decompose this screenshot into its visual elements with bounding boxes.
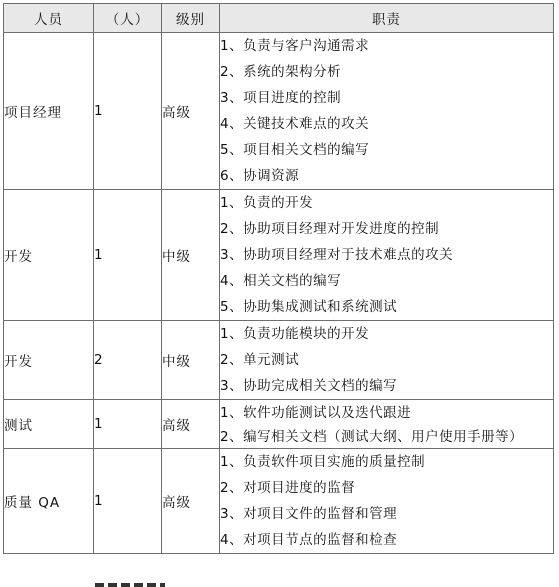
duties-cell — [220, 33, 554, 190]
count-cell: 1 — [94, 190, 162, 321]
table-row — [4, 33, 554, 190]
duty-item: 6、协调资源 — [220, 168, 300, 184]
duties-cell — [220, 321, 554, 400]
duty-item: 3、协助完成相关文档的编写 — [220, 378, 398, 394]
table-row — [4, 321, 554, 400]
duties-cell — [220, 190, 554, 321]
duty-item: 2、系统的架构分析 — [220, 64, 342, 80]
level-cell: 高级 — [162, 449, 220, 554]
duty-item: 4、对项目节点的监督和检查 — [220, 532, 398, 548]
roles-table — [3, 3, 554, 554]
person-cell: 项目经理 — [4, 33, 94, 190]
duty-item: 1、负责与客户沟通需求 — [220, 38, 370, 54]
header-count: （人） — [94, 4, 162, 33]
duty-item: 1、软件功能测试以及迭代跟进 — [220, 405, 412, 421]
duty-item: 4、相关文档的编写 — [220, 273, 342, 289]
header-duties: 职责 — [220, 4, 554, 33]
level-cell: 中级 — [162, 190, 220, 321]
header-level: 级别 — [162, 4, 220, 33]
duty-item: 1、负责功能模块的开发 — [220, 326, 370, 342]
duty-item: 1、负责软件项目实施的质量控制 — [220, 454, 426, 470]
duties-cell — [220, 449, 554, 554]
duty-item: 1、负责的开发 — [220, 195, 314, 211]
duty-item: 2、对项目进度的监督 — [220, 480, 356, 496]
duty-item: 2、协助项目经理对开发进度的控制 — [220, 221, 440, 237]
person-cell: 质量 QA — [4, 449, 94, 554]
duty-item: 2、编写相关文档（测试大纲、用户使用手册等） — [220, 429, 524, 445]
duty-item: 3、项目进度的控制 — [220, 90, 342, 106]
table-row — [4, 449, 554, 554]
level-cell: 高级 — [162, 400, 220, 449]
table-header-row — [4, 4, 554, 33]
person-cell: 开发 — [4, 321, 94, 400]
header-person: 人员 — [4, 4, 94, 33]
duties-cell — [220, 400, 554, 449]
count-cell: 1 — [94, 33, 162, 190]
level-cell: 中级 — [162, 321, 220, 400]
duty-item: 3、协助项目经理对于技术难点的攻关 — [220, 247, 454, 263]
count-cell: 1 — [94, 449, 162, 554]
person-cell: 开发 — [4, 190, 94, 321]
duty-item: 4、关键技术难点的攻关 — [220, 116, 370, 132]
level-cell: 高级 — [162, 33, 220, 190]
count-cell: 2 — [94, 321, 162, 400]
count-cell: 1 — [94, 400, 162, 449]
table-row — [4, 190, 554, 321]
duty-item: 5、协助集成测试和系统测试 — [220, 299, 398, 315]
cropped-caption-fragment — [95, 583, 165, 587]
duty-item: 3、对项目文件的监督和管理 — [220, 506, 398, 522]
duty-item: 5、项目相关文档的编写 — [220, 142, 370, 158]
person-cell: 测试 — [4, 400, 94, 449]
duty-item: 2、单元测试 — [220, 352, 300, 368]
table-row — [4, 400, 554, 449]
